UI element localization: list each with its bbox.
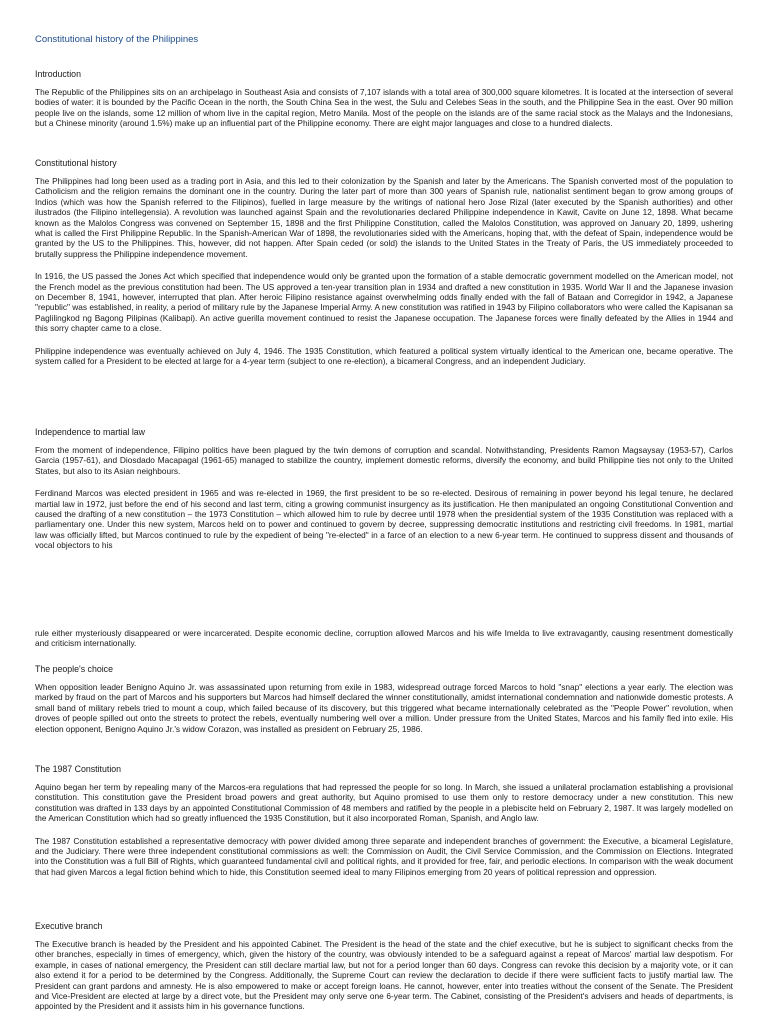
section-continuation	[35, 628, 733, 661]
section-introduction	[35, 69, 733, 141]
paragraph: Aquino began her term by repealing many of the Marcos-era regulations that had repressed the people for so long. In March, she issued a unilateral proclamation establishing a provisional constitution. This constitution gave the President broad powers and great authority, but Aquino promised to use them only to restore democracy under a new constitution. This new constitution was drafted in 133 days by an appointed Constitutional Commission of 48 members and ratified by the people in a plebiscite held on February 2, 1987. It was largely modelled on the American Constitution which had so greatly influenced the 1935 Constitution, but it also incorporated Roman, Spanish, and Anglo law.	[35, 782, 733, 824]
paragraph: From the moment of independence, Filipino politics have been plagued by the twin demons of corruption and scandal. Notwithstanding, Presidents Ramon Magsaysay (1953-57), Carlos Garcia (1957-61), and Diosdado Macapagal (1961-65) managed to stabilize the country, implement domestic reforms, diversify the economy, and build Philippine ties not only to the United States, but also to its Asian neighbours.	[35, 445, 733, 476]
section-executive-branch	[35, 921, 733, 1024]
paragraph: Ferdinand Marcos was elected president in 1965 and was re-elected in 1969, the first president to be so re-elected. Desirous of remaining in power beyond his legal tenure, he declared martial law in 1972, just before the end of his second and last term, citing a growing communist insurgency as its justification. He then manipulated an ongoing Constitutional Convention and caused the drafting of a new constitution – the 1973 Constitution – which allowed him to rule by decree until 1978 when the presidential system of the 1935 Constitution was replaced with a parliamentary one. Under this new system, Marcos held on to power and continued to govern by decree, suppressing democratic institutions and restricting civil freedoms. In 1981, martial law was officially lifted, but Marcos continued to rule by the expedient of being "re-elected" in a farce of an election to a new 6-year term. He continued to suppress dissent and thousands of vocal objectors to his	[35, 488, 733, 551]
paragraph: When opposition leader Benigno Aquino Jr. was assassinated upon returning from exile in 1983, widespread outrage forced Marcos to hold "snap" elections a year early. The election was marked by fraud on the part of Marcos and his supporters but Marcos had himself declared the winner constitutionally, amidst international condemnation and nationwide domestic protests. A small band of military rebels tried to mount a coup, which failed because of its discovery, but this triggered what became internationally celebrated as the "People Power" revolution, when droves of people spilled out onto the streets to protect the rebels, eventually numbering well over a million. Under pressure from the United States, Marcos and his family fled into exile. His election opponent, Benigno Aquino Jr.'s widow Corazon, was installed as president on February 25, 1986.	[35, 682, 733, 734]
section-1987-constitution	[35, 764, 733, 889]
paragraph: The Philippines had long been used as a trading port in Asia, and this led to their colonization by the Spanish and later by the Americans. The Spanish converted most of the population to Catholicism and the religion remains the dominant one in the country. During the later part of more than 300 years of Spanish rule, nationalist sentiment began to grow among groups of Indios (which was how the Spanish referred to the Filipinos), fuelled in large measure by the writings of national hero Jose Rizal (later executed by the Spanish authorities) and other ilustrados (the Filipino intellegensia). A revolution was launched against Spain and the revolutionaries declared Philippine independence in Kawit, Cavite on June 12, 1898. What became known as the Malolos Congress was convened on September 15, 1898 and the first Philippine Constitution, called the Malolos Constitution, was approved on January 20, 1899, ushering what is called the First Philippine Republic. In the Spanish-American War of 1898, the revolutionaries sided with the Americans, hoping that, with the defeat of Spain, independence would be granted by the US to the Philippines. This, however, did not happen. After Spain ceded (or sold) the islands to the United States in the Treaty of Paris, the US immediately proceeded to brutally suppress the Philippine independence movement.	[35, 176, 733, 259]
section-heading: The 1987 Constitution	[35, 764, 122, 774]
paragraph: Philippine independence was eventually achieved on July 4, 1946. The 1935 Constitution, which featured a political system virtually identical to the American one, became operative. The system called for a President to be elected at large for a 4-year term (subject to one re-election), a bicameral Congress, and an independent Judiciary.	[35, 345, 733, 367]
section-constitutional-history	[35, 158, 733, 379]
section-heading: Independence to martial law	[35, 427, 146, 437]
paragraph: The Executive branch is headed by the President and his appointed Cabinet. The President is the head of the state and the chief executive, but he is subject to significant checks from the other branches, especially in times of emergency, which, given the history of the country, was obviously intended to be a safeguard against a repeat of Marcos' martial law despotism. For example, in cases of national emergency, the President can still declare martial law, but not for a period longer than 60 days. Congress can revoke this decision by a majority vote, or it can also extend it for a period to be determined by the Congress. Additionally, the Supreme Court can review the declaration to decide if there were sufficient facts to justify martial law. The President can grant pardons and amnesty. He is also empowered to make or accept foreign loans. He cannot, however, enter into treaties without the consent of the Senate. The President and Vice-President are elected at large by a direct vote, but the President may only serve one 6-year term. The Cabinet, consisting of the President's advisers and heads of departments, is appointed by the President and it assists him in his governance functions.	[35, 939, 733, 1012]
section-peoples-choice	[35, 664, 733, 746]
paragraph: rule either mysteriously disappeared or were incarcerated. Despite economic decline, corruption allowed Marcos and his wife Imelda to live extravagantly, causing resentment domestically and criticism internationally.	[35, 628, 733, 649]
section-heading: Introduction	[35, 69, 81, 79]
section-heading: Executive branch	[35, 921, 103, 931]
section-independence-to-martial-law	[35, 427, 733, 563]
paragraph: In 1916, the US passed the Jones Act which specified that independence would only be granted upon the formation of a stable democratic government modelled on the American model, not the French model as the previous constitution had been. The US approved a ten-year transition plan in 1934 and drafted a new constitution in 1935. World War II and the Japanese invasion on December 8, 1941, however, interrupted that plan. After heroic Filipino resistance against overwhelming odds finally ended with the fall of Bataan and Corregidor in 1942, a Japanese "republic" was established, in reality, a period of military rule by the Japanese Imperial Army. A new constitution was ratified in 1943 by Filipino collaborators who were called the Kapisanan sa Paglilingkod ng Bagong Pilipinas (Kalibapi). An active guerilla movement continued to resist the Japanese occupation. The Japanese forces were finally defeated by the Allies in 1944 and this sorry chapter came to a close.	[35, 271, 733, 334]
document-title: Constitutional history of the Philippines	[35, 34, 199, 45]
paragraph: The 1987 Constitution established a representative democracy with power divided among three separate and independent branches of government: the Executive, a bicameral Legislature, and the Judiciary. There were three independent constitutional commissions as well: the Commission on Audit, the Civil Service Commission, and the Commission on Elections. Integrated into the Constitution was a full Bill of Rights, which guaranteed fundamental civil and political rights, and it provided for free, fair, and periodic elections. In comparison with the weak document that had given Marcos a legal fiction behind which to hide, this Constitution seemed ideal to many Filipinos emerging from 20 years of political repression and oppression.	[35, 835, 733, 877]
section-heading: Constitutional history	[35, 158, 117, 168]
paragraph: The Republic of the Philippines sits on an archipelago in Southeast Asia and consists of 7,107 islands with a total area of 300,000 square kilometres. It is located at the intersection of several bodies of water: it is bounded by the Pacific Ocean in the north, the South China Sea in the west, the Sulu and Celebes Seas in the south, and the Philippine Sea in the east. Over 90 million people live on the islands, some 12 million of whom live in the capital region, Metro Manila. Most of the people on the islands are of the same racial stock as the Malays and the Indonesians, but a Chinese minority (around 1.5%) make up an influential part of the Philippine economy. There are eight major languages and close to a hundred dialects.	[35, 87, 733, 129]
section-heading: The people's choice	[35, 664, 113, 674]
